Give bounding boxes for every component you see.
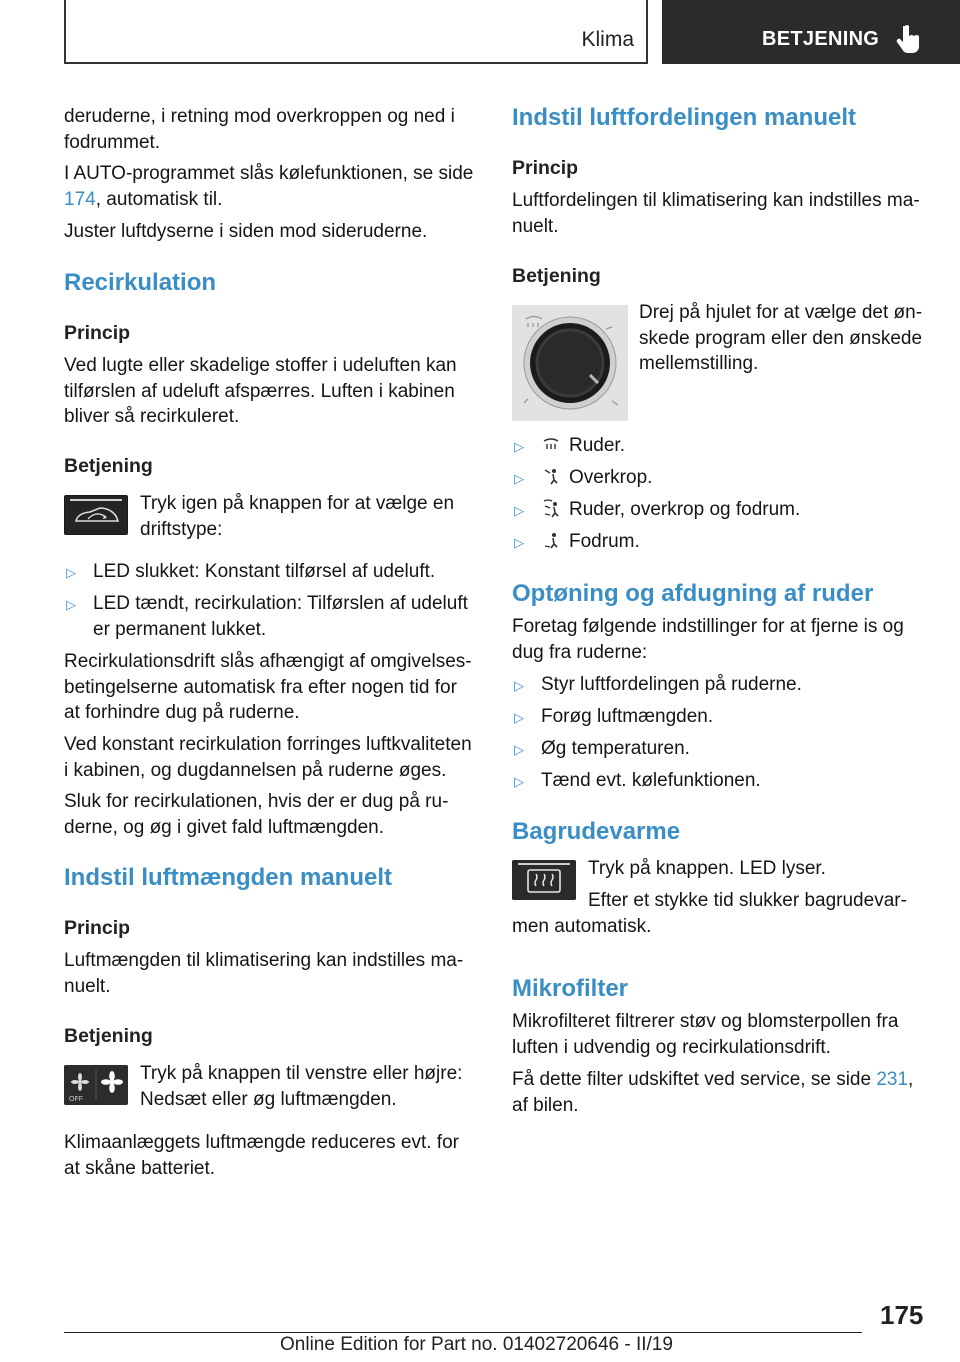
triangle-bullet-icon: ▷: [514, 503, 524, 518]
instruction-text: Tryk på knappen. LED lyser.: [588, 858, 826, 879]
section-title: Indstil luftfordelingen manuelt: [512, 104, 856, 131]
page-number: 175: [880, 1300, 924, 1330]
windshield-body-footwell-icon: [542, 498, 560, 518]
paragraph: Ved konstant recirkulation forringes luftkvaliteten i kabinen, og dugdannelsen på ruderne øges.: [64, 734, 472, 781]
list-item: Tænd evt. kølefunktionen.: [541, 770, 761, 791]
fan-icon: [64, 1065, 128, 1105]
paragraph: I AUTO-programmet slås kølefunktionen, se side 174, automatisk til.: [64, 163, 474, 210]
section-title: Optøning og afdugning af ruder: [512, 580, 874, 607]
subsection-title: Betjening: [64, 455, 153, 477]
fan-button-image: [64, 1065, 128, 1105]
list-item: LED tændt, recirkulation: Tilførslen af udeluft er permanent lukket.: [93, 593, 468, 640]
triangle-bullet-icon: ▷: [514, 742, 524, 757]
instruction-text: Tryk igen på knappen for at vælge en driftstype:: [140, 493, 455, 540]
footer-divider: [64, 1332, 862, 1333]
page-link[interactable]: 174: [64, 188, 96, 210]
list-item: Forøg luftmængden.: [541, 706, 714, 727]
instruction-text: Tryk på knappen til venstre eller højre: Nedsæt eller øg luftmængden.: [140, 1063, 463, 1110]
paragraph: Sluk for recirkulationen, hvis der er dug på ruderne, og øg i givet fald luftmængden.: [64, 791, 449, 838]
list-item: Ruder.: [569, 435, 625, 456]
pointing-hand-icon: [896, 24, 922, 54]
list-item: Øg temperaturen.: [541, 738, 690, 759]
section-title: Indstil luftmængden manuelt: [64, 864, 392, 891]
windshield-icon: [542, 436, 560, 454]
recirculation-car-icon: [64, 495, 128, 535]
section-title: Bagrudevarme: [512, 818, 681, 845]
paragraph: Klimaanlæggets luftmængde reduceres evt. for at skåne batteriet.: [64, 1132, 459, 1179]
triangle-bullet-icon: ▷: [514, 439, 524, 454]
subsection-title: Princip: [64, 322, 131, 344]
header-chapter-title: BETJENING: [762, 28, 880, 50]
footer-edition: Online Edition for Part no. 01402720646 - II/19: [280, 1334, 673, 1355]
air-distribution-knob-image: [512, 305, 628, 421]
paragraph: Luftfordelingen til klimatisering kan indstilles manuelt.: [512, 190, 920, 237]
list-item: Fodrum.: [569, 531, 640, 552]
recirculation-button-image: [64, 495, 128, 535]
list-item: LED slukket: Konstant tilførsel af udeluft.: [93, 561, 436, 582]
header-chapter-box: [662, 0, 960, 64]
triangle-bullet-icon: ▷: [66, 565, 76, 580]
header-section-title: Klima: [581, 28, 634, 51]
triangle-bullet-icon: ▷: [514, 471, 524, 486]
subsection-title: Princip: [512, 157, 579, 179]
paragraph: Recirkulationsdrift slås afhængigt af omgivelsesbetingelserne automatisk fra efter nogen tid for at forhindre dug på ruderne.: [64, 651, 472, 723]
list-item: Overkrop.: [569, 467, 653, 488]
triangle-bullet-icon: ▷: [514, 678, 524, 693]
header-section-box: [64, 0, 648, 64]
page-link[interactable]: 231: [876, 1069, 909, 1090]
paragraph: deruderne, i retning mod overkroppen og ned i fodrummet.: [64, 106, 455, 153]
list-item: Styr luftfordelingen på ruderne.: [541, 674, 802, 695]
rotary-knob-icon: [512, 305, 628, 421]
paragraph: Luftmængden til klimatisering kan indstilles manuelt.: [64, 950, 464, 997]
paragraph: Ved lugte eller skadelige stoffer i udeluften kan tilførslen af udeluft afspærres. Luften i kabinen bliver så recirkuleret.: [64, 355, 457, 427]
list-item: Ruder, overkrop og fodrum.: [569, 499, 801, 520]
section-title: Recirkulation: [64, 269, 217, 296]
subsection-title: Princip: [64, 917, 131, 939]
subsection-title: Betjening: [512, 265, 601, 287]
upper-body-airflow-icon: [542, 466, 560, 486]
paragraph: Juster luftdyserne i siden mod sideruderne.: [64, 221, 428, 242]
subsection-title: Betjening: [64, 1025, 153, 1047]
instruction-text: Drej på hjulet for at vælge det ønskede program eller den ønskede mellemstilling.: [639, 302, 923, 374]
triangle-bullet-icon: ▷: [514, 535, 524, 550]
paragraph: Foretag følgende indstillinger for at fjerne is og dug fra ruderne:: [512, 616, 904, 663]
triangle-bullet-icon: ▷: [66, 597, 76, 612]
fan-off-label: OFF: [69, 1096, 83, 1103]
footwell-airflow-icon: [542, 530, 560, 550]
paragraph: Få dette filter udskiftet ved service, se side 231, af bilen.: [512, 1069, 914, 1116]
paragraph: Mikrofilteret filtrerer støv og blomsterpollen fra luften i udvendig og recirkulationsdrift.: [512, 1011, 899, 1058]
section-title: Mikrofilter: [512, 975, 629, 1002]
triangle-bullet-icon: ▷: [514, 710, 524, 725]
triangle-bullet-icon: ▷: [514, 774, 524, 789]
paragraph: Efter et stykke tid slukker bagrudevarmen automatisk.: [512, 890, 907, 937]
